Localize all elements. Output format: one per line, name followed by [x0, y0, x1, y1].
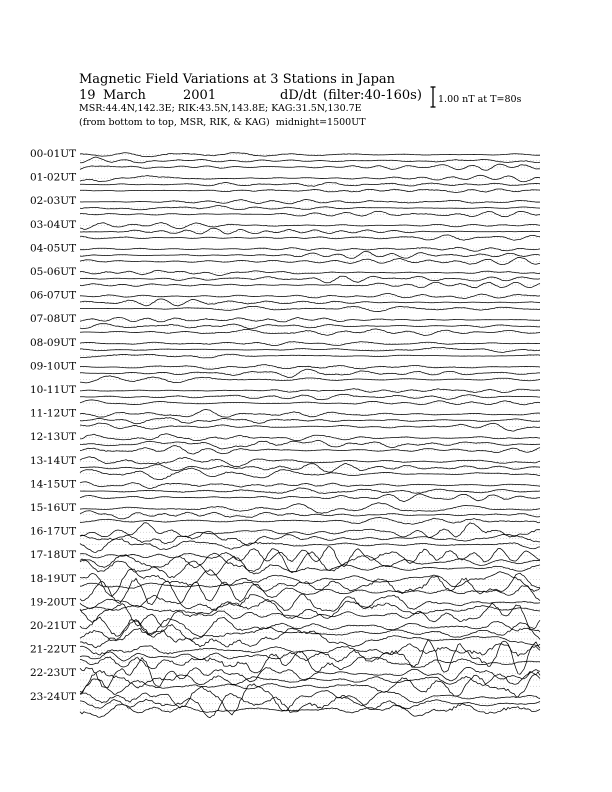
- trace-msr: [80, 494, 540, 502]
- trace-msr: [80, 257, 540, 264]
- trace-msr: [80, 704, 540, 718]
- trace-rik: [80, 276, 540, 283]
- trace-msr: [80, 189, 540, 193]
- trace-kag: [80, 457, 540, 467]
- hour-label: 10-11UT: [30, 384, 77, 396]
- hour-label: 14-15UT: [30, 478, 77, 491]
- trace-msr: [80, 672, 540, 697]
- trace-rik: [80, 183, 540, 187]
- hour-label: 11-12UT: [30, 407, 77, 420]
- trace-kag: [80, 644, 540, 656]
- trace-kag: [80, 658, 540, 688]
- hour-label: 20-21UT: [30, 620, 77, 632]
- hour-label: 01-02UT: [30, 171, 77, 184]
- trace-rik: [80, 348, 540, 353]
- hour-label: 07-08UT: [30, 313, 77, 326]
- hour-label: 09-10UT: [30, 360, 77, 373]
- trace-msr: [80, 423, 540, 431]
- trace-rik: [80, 488, 540, 494]
- trace-rik: [80, 394, 540, 400]
- trace-kag: [80, 175, 540, 182]
- date-month: March: [103, 88, 146, 103]
- trace-kag: [80, 270, 540, 275]
- trace-msr: [80, 211, 540, 217]
- trace-rik: [80, 252, 540, 259]
- trace-kag: [80, 503, 540, 514]
- trace-rik: [80, 418, 540, 424]
- hour-label: 00-01UT: [30, 148, 77, 160]
- trace-msr: [80, 400, 540, 405]
- trace-msr: [80, 306, 540, 311]
- trace-rik: [80, 324, 540, 329]
- trace-kag: [80, 410, 540, 418]
- hour-label: 02-03UT: [30, 195, 77, 208]
- trace-kag: [80, 223, 540, 230]
- hour-label: 12-13UT: [30, 431, 77, 444]
- trace-kag: [80, 523, 540, 538]
- trace-kag: [80, 389, 540, 393]
- hour-label: 17-18UT: [30, 549, 77, 562]
- hour-label: 21-22UT: [30, 643, 77, 656]
- filter-label: (filter:40-160s): [323, 88, 422, 103]
- trace-rik: [80, 671, 540, 695]
- trace-rik: [80, 549, 540, 573]
- hour-label: 22-23UT: [30, 667, 77, 680]
- hour-label: 04-05UT: [30, 242, 77, 255]
- hour-label: 18-19UT: [30, 572, 77, 585]
- hour-label: 16-17UT: [30, 525, 77, 538]
- hour-label: 06-07UT: [30, 289, 77, 302]
- hour-label: 15-16UT: [30, 502, 77, 514]
- trace-kag: [80, 569, 540, 596]
- hour-label: 08-09UT: [30, 336, 77, 349]
- scale-label: 1.00 nT at T=80s: [438, 94, 522, 105]
- trace-kag: [80, 434, 540, 441]
- trace-rik: [80, 621, 540, 641]
- chart-title: Magnetic Field Variations at 3 Stations in Japan: [79, 72, 396, 87]
- trace-msr: [80, 446, 540, 454]
- hour-label: 19-20UT: [30, 596, 77, 609]
- trace-kag: [80, 247, 540, 251]
- trace-msr: [80, 578, 540, 604]
- station-coordinates: MSR:44.4N,142.3E; RIK:43.5N,143.8E; KAG:31.5N,130.7E: [79, 103, 362, 114]
- hour-label: 03-04UT: [30, 218, 77, 231]
- hour-label: 05-06UT: [30, 266, 77, 278]
- trace-kag: [80, 200, 540, 204]
- midnight-note: midnight=1500UT: [275, 117, 366, 128]
- trace-msr: [80, 556, 540, 577]
- trace-rik: [80, 157, 540, 163]
- date-year: 2001: [183, 88, 217, 103]
- hour-label: 23-24UT: [30, 690, 77, 703]
- trace-rik: [80, 228, 540, 234]
- hour-label: 13-14UT: [30, 454, 77, 467]
- trace-msr: [80, 354, 540, 358]
- quantity-label: dD/dt: [280, 88, 317, 103]
- trace-kag: [80, 547, 540, 567]
- trace-rik: [80, 206, 540, 210]
- station-order-note: (from bottom to top, MSR, RIK, & KAG): [79, 117, 270, 128]
- date-day: 19: [79, 88, 96, 103]
- trace-msr: [80, 628, 540, 648]
- trace-rik: [80, 440, 540, 449]
